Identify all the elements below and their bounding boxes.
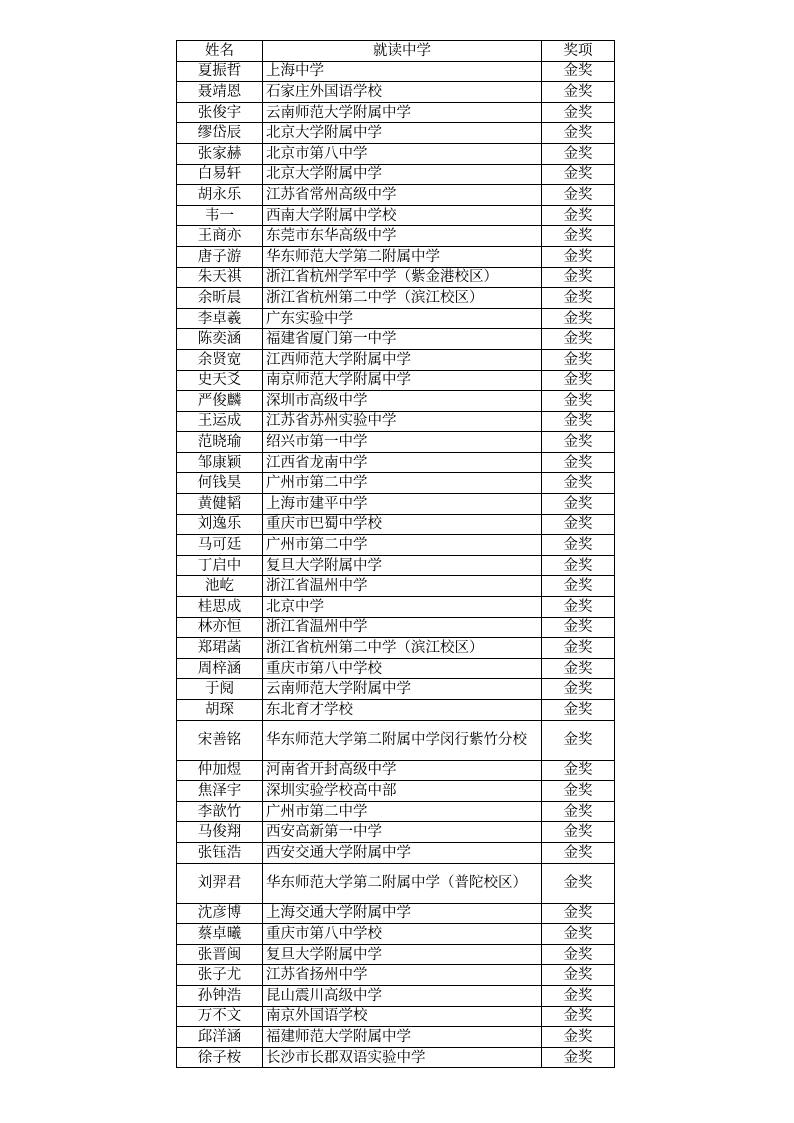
school-cell: 浙江省杭州学军中学（紫金港校区） [263,267,542,288]
table-row [177,308,615,329]
table-row [177,61,615,82]
table-row [177,205,615,226]
school-cell: 复旦大学附属中学 [263,555,542,576]
table-row [177,535,615,556]
school-cell: 江苏省扬州中学 [263,965,542,986]
name-cell: 王商亦 [177,226,263,247]
table-row [177,411,615,432]
name-cell: 张晋闽 [177,944,263,965]
award-cell: 金奖 [542,658,615,679]
table-row [177,863,615,903]
award-cell: 金奖 [542,576,615,597]
award-cell: 金奖 [542,61,615,82]
award-cell: 金奖 [542,822,615,843]
name-cell: 李歆竹 [177,801,263,822]
award-cell: 金奖 [542,246,615,267]
name-cell: 朱天祺 [177,267,263,288]
table-row [177,432,615,453]
award-cell: 金奖 [542,1027,615,1048]
award-cell: 金奖 [542,720,615,760]
name-cell: 焦泽宇 [177,781,263,802]
school-cell: 南京外国语学校 [263,1006,542,1027]
award-cell: 金奖 [542,781,615,802]
award-cell: 金奖 [542,679,615,700]
award-cell: 金奖 [542,535,615,556]
school-cell: 北京大学附属中学 [263,123,542,144]
name-cell: 周梓涵 [177,658,263,679]
school-cell: 重庆市第八中学校 [263,658,542,679]
school-cell: 广州市第二中学 [263,535,542,556]
award-cell: 金奖 [542,1006,615,1027]
award-cell: 金奖 [542,432,615,453]
name-cell: 张子尤 [177,965,263,986]
name-cell: 缪岱辰 [177,123,263,144]
school-cell: 江西师范大学附属中学 [263,349,542,370]
table-row [177,514,615,535]
name-cell: 胡永乐 [177,185,263,206]
school-cell: 上海中学 [263,61,542,82]
school-cell: 河南省开封高级中学 [263,760,542,781]
award-cell: 金奖 [542,903,615,924]
table-row [177,700,615,721]
award-cell: 金奖 [542,965,615,986]
school-cell: 南京师范大学附属中学 [263,370,542,391]
school-cell: 浙江省杭州第二中学（滨江校区） [263,638,542,659]
award-cell: 金奖 [542,123,615,144]
table-row [177,473,615,494]
school-cell: 西安交通大学附属中学 [263,842,542,863]
name-cell: 邱洋涵 [177,1027,263,1048]
name-cell: 夏振哲 [177,61,263,82]
name-cell: 白易轩 [177,164,263,185]
school-cell: 北京大学附属中学 [263,164,542,185]
award-cell: 金奖 [542,267,615,288]
school-cell: 重庆市第八中学校 [263,924,542,945]
award-cell: 金奖 [542,842,615,863]
table-row [177,985,615,1006]
table-row [177,267,615,288]
school-cell: 云南师范大学附属中学 [263,679,542,700]
name-cell: 丁启中 [177,555,263,576]
school-cell: 华东师范大学第二附属中学（普陀校区） [263,863,542,903]
school-cell: 西南大学附属中学校 [263,205,542,226]
school-cell: 复旦大学附属中学 [263,944,542,965]
school-cell: 浙江省温州中学 [263,617,542,638]
award-cell: 金奖 [542,944,615,965]
award-cell: 金奖 [542,638,615,659]
school-cell: 江苏省苏州实验中学 [263,411,542,432]
name-cell: 沈彦博 [177,903,263,924]
school-cell: 上海市建平中学 [263,494,542,515]
header-school: 就读中学 [263,41,542,62]
award-cell: 金奖 [542,391,615,412]
table-row [177,720,615,760]
award-cell: 金奖 [542,411,615,432]
header-award: 奖项 [542,41,615,62]
award-cell: 金奖 [542,349,615,370]
table-row [177,329,615,350]
school-cell: 福建省厦门第一中学 [263,329,542,350]
school-cell: 东莞市东华高级中学 [263,226,542,247]
name-cell: 仲加煜 [177,760,263,781]
school-cell: 华东师范大学第二附属中学 [263,246,542,267]
name-cell: 宋善铭 [177,720,263,760]
name-cell: 何钱昊 [177,473,263,494]
header-name: 姓名 [177,41,263,62]
table-body [177,61,615,1068]
school-cell: 广东实验中学 [263,308,542,329]
name-cell: 刘羿君 [177,863,263,903]
school-cell: 广州市第二中学 [263,473,542,494]
table-row [177,658,615,679]
table-row [177,1047,615,1068]
table-row [177,801,615,822]
name-cell: 郑珺菡 [177,638,263,659]
school-cell: 江西省龙南中学 [263,452,542,473]
table-row [177,349,615,370]
award-cell: 金奖 [542,801,615,822]
table-row [177,842,615,863]
school-cell: 江苏省常州高级中学 [263,185,542,206]
school-cell: 昆山震川高级中学 [263,985,542,1006]
award-cell: 金奖 [542,102,615,123]
school-cell: 西安高新第一中学 [263,822,542,843]
name-cell: 韦一 [177,205,263,226]
name-cell: 王运成 [177,411,263,432]
table-row [177,185,615,206]
school-cell: 北京市第八中学 [263,143,542,164]
award-cell: 金奖 [542,308,615,329]
name-cell: 史天爻 [177,370,263,391]
name-cell: 余昕晨 [177,288,263,309]
award-cell: 金奖 [542,205,615,226]
award-cell: 金奖 [542,226,615,247]
table-row [177,924,615,945]
award-cell: 金奖 [542,617,615,638]
name-cell: 徐子桉 [177,1047,263,1068]
name-cell: 唐子游 [177,246,263,267]
table-row [177,597,615,618]
school-cell: 东北育才学校 [263,700,542,721]
table-row [177,638,615,659]
school-cell: 深圳实验学校高中部 [263,781,542,802]
table-row [177,164,615,185]
name-cell: 张俊宇 [177,102,263,123]
name-cell: 池屹 [177,576,263,597]
name-cell: 马俊翔 [177,822,263,843]
table-row [177,452,615,473]
table-row [177,494,615,515]
school-cell: 浙江省杭州第二中学（滨江校区） [263,288,542,309]
table-row [177,576,615,597]
award-cell: 金奖 [542,555,615,576]
name-cell: 聂靖恩 [177,82,263,103]
award-cell: 金奖 [542,82,615,103]
table-row [177,226,615,247]
table-row [177,102,615,123]
table-row [177,679,615,700]
name-cell: 严俊麟 [177,391,263,412]
name-cell: 余贤宽 [177,349,263,370]
table-row [177,781,615,802]
school-cell: 广州市第二中学 [263,801,542,822]
table-row [177,143,615,164]
school-cell: 长沙市长郡双语实验中学 [263,1047,542,1068]
table-row [177,288,615,309]
award-cell: 金奖 [542,473,615,494]
school-cell: 浙江省温州中学 [263,576,542,597]
school-cell: 上海交通大学附属中学 [263,903,542,924]
name-cell: 张家赫 [177,143,263,164]
name-cell: 邹康颖 [177,452,263,473]
name-cell: 蔡卓曦 [177,924,263,945]
award-cell: 金奖 [542,760,615,781]
table-row [177,760,615,781]
awards-table [176,40,615,1068]
name-cell: 刘逸乐 [177,514,263,535]
name-cell: 张钰浩 [177,842,263,863]
table-row [177,822,615,843]
award-cell: 金奖 [542,924,615,945]
table-row [177,246,615,267]
award-cell: 金奖 [542,164,615,185]
award-cell: 金奖 [542,370,615,391]
name-cell: 万不文 [177,1006,263,1027]
name-cell: 陈奕涵 [177,329,263,350]
award-cell: 金奖 [542,863,615,903]
award-cell: 金奖 [542,185,615,206]
school-cell: 深圳市高级中学 [263,391,542,412]
table-row [177,944,615,965]
name-cell: 桂思成 [177,597,263,618]
school-cell: 重庆市巴蜀中学校 [263,514,542,535]
name-cell: 马可廷 [177,535,263,556]
school-cell: 福建师范大学附属中学 [263,1027,542,1048]
table-row [177,123,615,144]
table-header-row [177,41,615,62]
name-cell: 胡琛 [177,700,263,721]
table-row [177,903,615,924]
name-cell: 林亦恒 [177,617,263,638]
table-row [177,555,615,576]
name-cell: 范晓瑜 [177,432,263,453]
award-cell: 金奖 [542,288,615,309]
name-cell: 于阋 [177,679,263,700]
table-row [177,1027,615,1048]
name-cell: 李卓羲 [177,308,263,329]
award-cell: 金奖 [542,514,615,535]
school-cell: 华东师范大学第二附属中学闵行紫竹分校 [263,720,542,760]
table-row [177,370,615,391]
name-cell: 黄健韬 [177,494,263,515]
name-cell: 孙钟浩 [177,985,263,1006]
school-cell: 云南师范大学附属中学 [263,102,542,123]
award-cell: 金奖 [542,329,615,350]
award-cell: 金奖 [542,700,615,721]
award-cell: 金奖 [542,1047,615,1068]
award-cell: 金奖 [542,494,615,515]
school-cell: 石家庄外国语学校 [263,82,542,103]
award-cell: 金奖 [542,985,615,1006]
award-cell: 金奖 [542,452,615,473]
table-row [177,1006,615,1027]
school-cell: 北京中学 [263,597,542,618]
school-cell: 绍兴市第一中学 [263,432,542,453]
table-row [177,965,615,986]
award-cell: 金奖 [542,143,615,164]
table-row [177,391,615,412]
award-cell: 金奖 [542,597,615,618]
table-row [177,617,615,638]
table-row [177,82,615,103]
